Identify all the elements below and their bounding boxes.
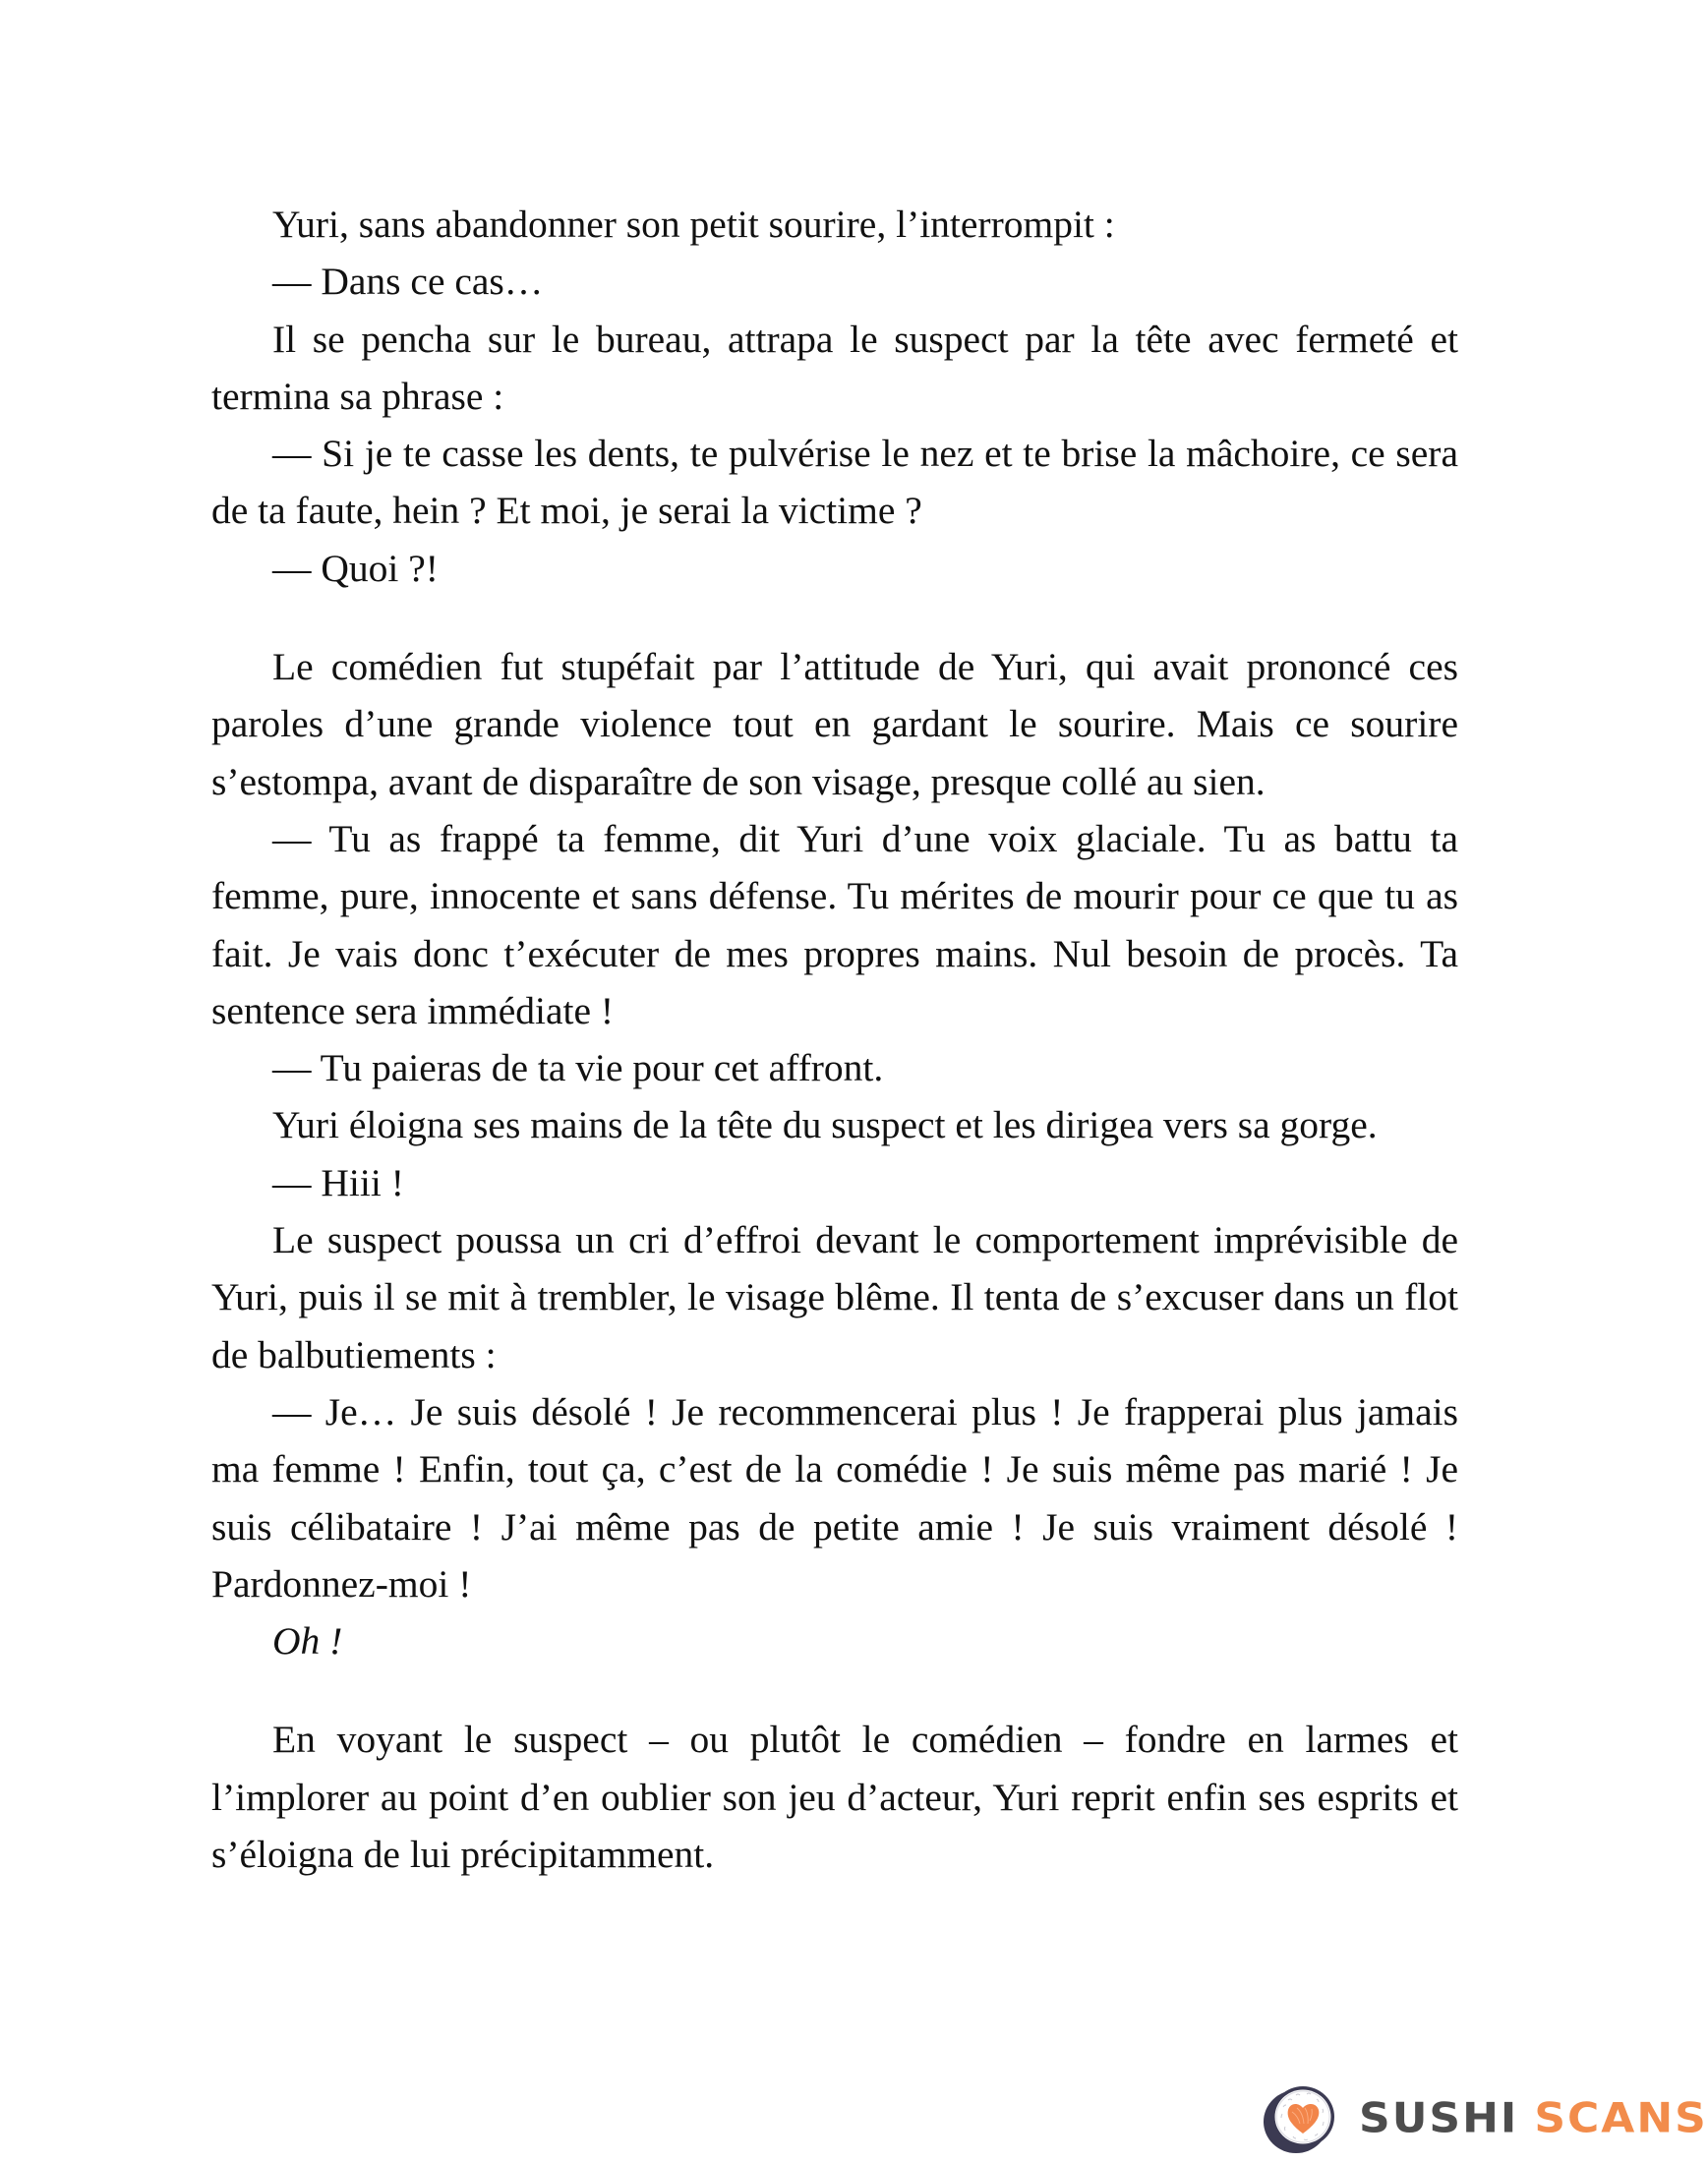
inner-thought: Oh ! [272,1619,343,1664]
brand-word-sushi: SUSHI [1359,2094,1519,2142]
sushi-scans-watermark [1261,2082,1708,2155]
dialogue-line: — Tu paieras de ta vie pour cet affront. [272,1046,884,1090]
dialogue-line: — Dans ce cas… [272,260,544,304]
dialogue-line: — Tu as frappé ta femme, dit Yuri d’une voix glaciale. Tu as battu ta femme, pure, innocente et sans défense. Tu mérites de mourir pour ce que tu as fait. Je vais donc t’exécuter de mes propres mains. Nul besoin de procès. Ta sentence sera immédiate ! [211,816,1458,1032]
dialogue-line: — Si je te casse les dents, te pulvérise le nez et te brise la mâchoire, ce sera de ta faute, hein ? Et moi, je serai la victime ? [211,432,1458,533]
paragraph: En voyant le suspect – ou plutôt le comédien – fondre en larmes et l’implorer au point d’en oublier son jeu d’acteur, Yuri reprit enfin ses esprits et s’éloigna de lui précipitamment. [211,1718,1458,1877]
brand-word-scans: SCANS [1534,2094,1708,2142]
paragraph: Yuri éloigna ses mains de la tête du suspect et les dirigea vers sa gorge. [272,1103,1378,1147]
paragraph: Le comédien fut stupéfait par l’attitude de Yuri, qui avait prononcé ces paroles d’une grande violence tout en gardant le sourire. Mais ce sourire s’estompa, avant de disparaître de son visage, presque collé au sien. [211,645,1458,803]
dialogue-line: — Hiii ! [272,1160,404,1204]
paragraph: Yuri, sans abandonner son petit sourire, l’interrompit : [272,203,1115,246]
sushi-roll-heart-icon [1261,2082,1337,2155]
dialogue-line: — Quoi ?! [272,546,439,590]
page-body [211,196,1458,1883]
dialogue-line: — Je… Je suis désolé ! Je recommencerai plus ! Je frapperai plus jamais ma femme ! Enfin, tout ça, c’est de la comédie ! Je suis même pas marié ! Je suis célibataire ! J’ai même pas de petite amie ! Je suis vraiment désolé ! Pardonnez-moi ! [211,1389,1458,1606]
paragraph: Il se pencha sur le bureau, attrapa le suspect par la tête avec fermeté et termina sa phrase : [211,317,1458,418]
paragraph: Le suspect poussa un cri d’effroi devant le comportement imprévisible de Yuri, puis il se mit à trembler, le visage blême. Il tenta de s’excuser dans un flot de balbutiements : [211,1218,1458,1376]
brand-wordmark [1359,2094,1708,2142]
